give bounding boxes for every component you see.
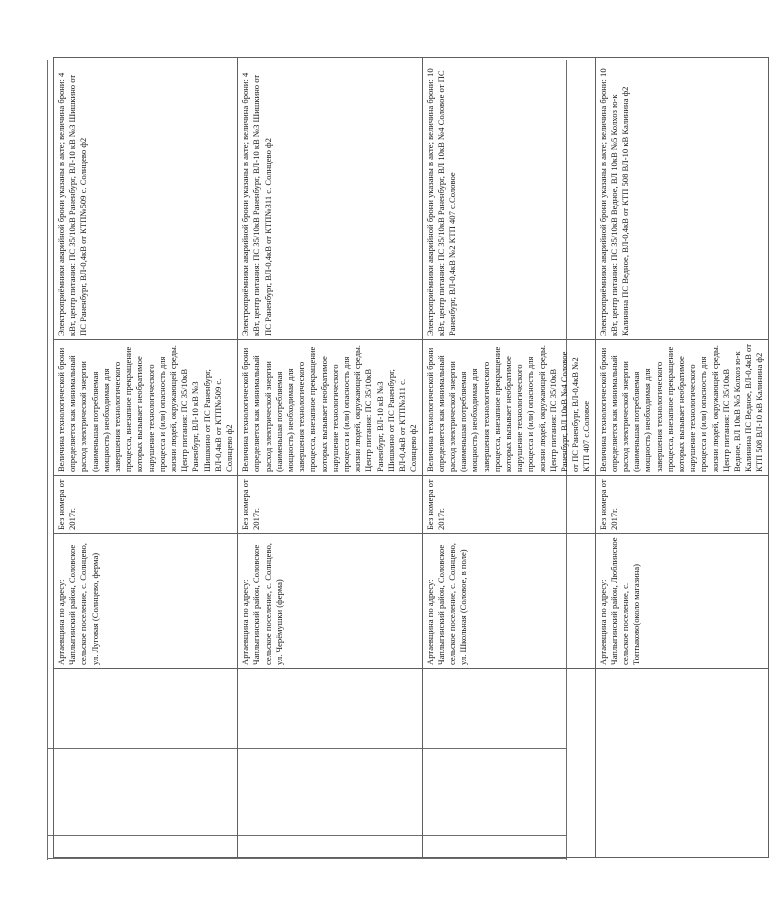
emergency-reserve-cell: Электроприёмники аварийной брони указаны в акте; величина брони: 10 кВт, центр питания: ПС 35/10кВ Раненбург, ВЛ 10кВ №4 Соловое от ПС Раненбург, ВЛ-0,4кВ №2 КТП 407 с.Соловое	[422, 58, 595, 340]
tech-reserve-cell: Величина технологической брони определяется как минимальный расход электрической энергии (наименьшая потребляемая мощность) необходимая для завершения технологического процесса, внезапное прекращение которых вызывает необратимое нарушение технологического процесса и (или) опасность для жизни людей, окружающей среды. Центр питания: ПС 35/10кВ Раненбург, ВЛ 10кВ №4 Соловое от ПС Раненбург, ВЛ-0,4кВ №2 КТП 407 с.Соловое	[422, 340, 595, 476]
address-cell: Артаевщина по адресу: Чаплыгинский район, Соловское сельское поселение, с. Солнцево, ул. Школьная (Соловое, в поле)	[422, 534, 595, 669]
act-number-cell: Без номера от 2017г.	[422, 476, 595, 534]
empty-cell	[238, 669, 422, 858]
address-cell: Артаевщина по адресу: Чаплыгинский район, Люблинское сельское поселение, с. Топтыково(около магазина)	[595, 534, 768, 669]
table-row	[54, 58, 238, 858]
emergency-reserve-cell: Электроприёмники аварийной брони указаны в акте; величина брони: 10 кВт, центр питания: ПС 35/10кВ Ведное, ВЛ 10кВ №5 Колхоз ю-к Калинина ПС Ведное, ВЛ-0,4кВ от КТП 508 ВЛ-10 кВ Калинина ф2	[595, 58, 768, 340]
table-row	[595, 58, 768, 858]
tech-reserve-cell: Величина технологической брони определяется как минимальный расход электрической энергии (наименьшая потребляемая мощность) необходимая для завершения технологического процесса, внезапное прекращение которых вызывает необратимое нарушение технологического процесса и (или) опасность для жизни людей, окружающей среды. Центр питания: ПС 35/10кВ Раненбург, ВЛ-10 кВ №3 Шишкино от ПС Раненбург, ВЛ-0,4кВ от КТП№311 с. Солнцево ф2	[238, 340, 422, 476]
table-row	[238, 58, 422, 858]
empty-cell	[595, 669, 768, 858]
tech-reserve-cell: Величина технологической брони определяется как минимальный расход электрической энергии (наименьшая потребляемая мощность) необходимая для завершения технологического процесса, внезапное прекращение которых вызывает необратимое нарушение технологического процесса и (или) опасность для жизни людей, окружающей среды. Центр питания: ПС 35/10кВ Раненбург, ВЛ-10 кВ №3 Шишкино от ПС Раненбург, ВЛ-0,4кВ от КТП№509 с. Солнцево ф2	[54, 340, 238, 476]
act-number-cell: Без номера от 2017г.	[238, 476, 422, 534]
table-row	[422, 58, 595, 858]
act-number-cell: Без номера от 2017г.	[595, 476, 768, 534]
act-number-cell: Без номера от 2017г.	[54, 476, 238, 534]
rotated-table-wrapper	[53, 58, 765, 858]
page-rule-left	[47, 60, 48, 860]
empty-cell	[54, 669, 238, 858]
page-divider-lower	[47, 858, 566, 859]
emergency-reserve-cell: Электроприёмники аварийной брони указаны в акте; величина брони: 4 кВт, центр питания: ПС 35/10кВ Раненбург, ВЛ-10 кВ №3 Шишкино от ПС Раненбург, ВЛ-0,4кВ от КТП№509 с. Солнцево ф2	[54, 58, 238, 340]
address-cell: Артаевщина по адресу: Чаплыгинский район, Соловское сельское поселение, с. Солнцево, ул. Черёмушки (ферма)	[238, 534, 422, 669]
tech-reserve-cell: Величина технологической брони определяется как минимальный расход электрической энергии (наименьшая потребляемая мощность) необходимая для завершения технологического процесса, внезапное прекращение которых вызывает необратимое нарушение технологического процесса и (или) опасность для жизни людей, окружающей среды. Центр питания: ПС 35/10кВ Ведное, ВЛ 10кВ №5 Колхоз ю-к Калинина ПС Ведное, ВЛ-0,4кВ от КТП 508 ВЛ-10 кВ Калинина ф2	[595, 340, 768, 476]
address-cell: Артаевщина по адресу: Чаплыгинский район, Соловское сельское поселение, с. Солнцево, ул. Луговая (Солнцево, ферма)	[54, 534, 238, 669]
empty-cell	[422, 669, 595, 858]
emergency-reserve-cell: Электроприёмники аварийной брони указаны в акте; величина брони: 4 кВт, центр питания: ПС 35/10кВ Раненбург, ВЛ-10 кВ №3 Шишкино от ПС Раненбург, ВЛ-0,4кВ от КТП№311 с. Солнцево ф2	[238, 58, 422, 340]
reserve-acts-table	[53, 57, 769, 858]
